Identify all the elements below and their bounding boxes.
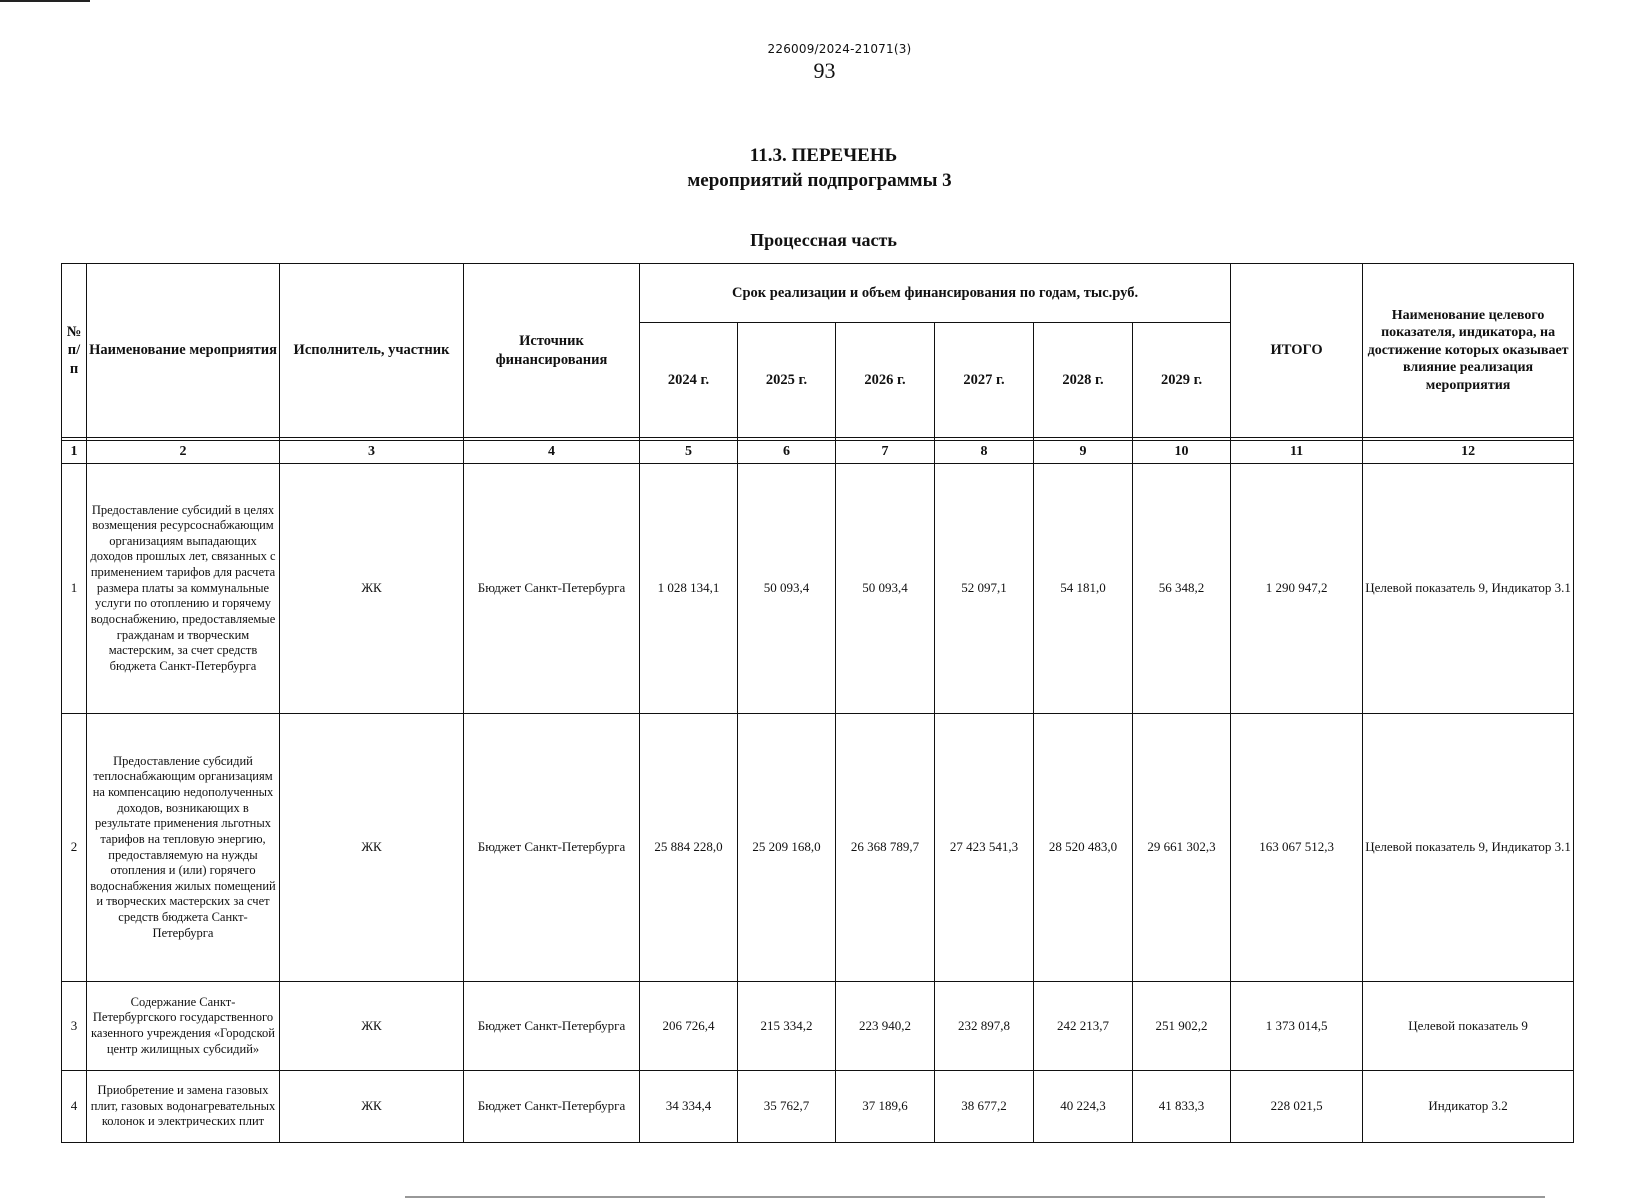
column-number: 5 — [640, 441, 738, 464]
row-number: 4 — [62, 1071, 87, 1143]
row-number: 2 — [62, 714, 87, 982]
executor: ЖК — [280, 714, 464, 982]
year-value: 29 661 302,3 — [1133, 714, 1231, 982]
year-value: 25 884 228,0 — [640, 714, 738, 982]
column-number-row — [62, 441, 1574, 464]
section-title: Процессная часть — [750, 230, 897, 250]
funding-source: Бюджет Санкт-Петербурга — [464, 714, 640, 982]
column-number: 4 — [464, 441, 640, 464]
executor: ЖК — [280, 982, 464, 1071]
indicator: Целевой показатель 9 — [1363, 982, 1574, 1071]
measures-table — [61, 263, 1574, 1143]
header-year: 2024 г. — [640, 323, 738, 438]
total-value: 1 373 014,5 — [1231, 982, 1363, 1071]
total-value: 1 290 947,2 — [1231, 464, 1363, 714]
header-year: 2025 г. — [738, 323, 836, 438]
header-indicator: Наименование целевого показателя, индикатора, на достижение которых оказывает влияние реализация мероприятия — [1363, 264, 1574, 438]
year-value: 41 833,3 — [1133, 1071, 1231, 1143]
header-year: 2026 г. — [836, 323, 935, 438]
scan-edge-line — [0, 0, 90, 2]
scan-edge-line — [405, 1196, 1545, 1198]
indicator: Целевой показатель 9, Индикатор 3.1 — [1363, 464, 1574, 714]
header-year: 2027 г. — [935, 323, 1034, 438]
year-value: 50 093,4 — [836, 464, 935, 714]
header-year: 2028 г. — [1034, 323, 1133, 438]
funding-source: Бюджет Санкт-Петербурга — [464, 464, 640, 714]
funding-source: Бюджет Санкт-Петербурга — [464, 982, 640, 1071]
header-name: Наименование мероприятия — [87, 264, 280, 438]
measure-name: Предоставление субсидий в целях возмещения ресурсоснабжающим организациям выпадающих доходов прошлых лет, связанных с применением тарифов для расчета размера платы за коммунальные услуги по отоплению и горячему водоснабжению, предоставляемые гражданам и творческим мастерским, за счет средств бюджета Санкт-Петербурга — [87, 464, 280, 714]
header-period: Срок реализации и объем финансирования по годам, тыс.руб. — [640, 264, 1231, 323]
page-number: 93 — [813, 58, 836, 83]
table-row — [62, 1071, 1574, 1143]
header-executor: Исполнитель, участник — [280, 264, 464, 438]
year-value: 40 224,3 — [1034, 1071, 1133, 1143]
year-value: 232 897,8 — [935, 982, 1034, 1071]
year-value: 1 028 134,1 — [640, 464, 738, 714]
year-value: 52 097,1 — [935, 464, 1034, 714]
header-source: Источник финансирования — [464, 264, 640, 438]
year-value: 206 726,4 — [640, 982, 738, 1071]
year-value: 34 334,4 — [640, 1071, 738, 1143]
header-year: 2029 г. — [1133, 323, 1231, 438]
year-value: 215 334,2 — [738, 982, 836, 1071]
total-value: 163 067 512,3 — [1231, 714, 1363, 982]
measure-name: Содержание Санкт-Петербургского государственного казенного учреждения «Городской центр жилищных субсидий» — [87, 982, 280, 1071]
measure-name: Приобретение и замена газовых плит, газовых водонагревательных колонок и электрических плит — [87, 1071, 280, 1143]
document-title: 11.3. ПЕРЕЧЕНЬ — [749, 145, 898, 166]
year-value: 223 940,2 — [836, 982, 935, 1071]
measure-name: Предоставление субсидий теплоснабжающим организациям на компенсацию недополученных доходов, возникающих в результате применения льготных тарифов на тепловую энергию, предоставляемую на нужды отопления и (или) горячего водоснабжения жилых помещений и творческих мастерских за счет средств бюджета Санкт-Петербурга — [87, 714, 280, 982]
column-number: 6 — [738, 441, 836, 464]
indicator: Индикатор 3.2 — [1363, 1071, 1574, 1143]
year-value: 37 189,6 — [836, 1071, 935, 1143]
row-number: 1 — [62, 464, 87, 714]
indicator: Целевой показатель 9, Индикатор 3.1 — [1363, 714, 1574, 982]
column-number: 10 — [1133, 441, 1231, 464]
header-total: ИТОГО — [1231, 264, 1363, 438]
column-number: 12 — [1363, 441, 1574, 464]
year-value: 27 423 541,3 — [935, 714, 1034, 982]
column-number: 11 — [1231, 441, 1363, 464]
year-value: 50 093,4 — [738, 464, 836, 714]
column-number: 1 — [62, 441, 87, 464]
executor: ЖК — [280, 1071, 464, 1143]
funding-source: Бюджет Санкт-Петербурга — [464, 1071, 640, 1143]
total-value: 228 021,5 — [1231, 1071, 1363, 1143]
year-value: 242 213,7 — [1034, 982, 1133, 1071]
year-value: 56 348,2 — [1133, 464, 1231, 714]
executor: ЖК — [280, 464, 464, 714]
row-number: 3 — [62, 982, 87, 1071]
year-value: 54 181,0 — [1034, 464, 1133, 714]
document-subtitle: мероприятий подпрограммы 3 — [687, 170, 952, 191]
column-number: 2 — [87, 441, 280, 464]
header-num: № п/п — [62, 264, 87, 438]
column-number: 9 — [1034, 441, 1133, 464]
year-value: 38 677,2 — [935, 1071, 1034, 1143]
table-row — [62, 714, 1574, 982]
year-value: 26 368 789,7 — [836, 714, 935, 982]
year-value: 251 902,2 — [1133, 982, 1231, 1071]
year-value: 35 762,7 — [738, 1071, 836, 1143]
year-value: 25 209 168,0 — [738, 714, 836, 982]
column-number: 3 — [280, 441, 464, 464]
table-row — [62, 982, 1574, 1071]
year-value: 28 520 483,0 — [1034, 714, 1133, 982]
document-number: 226009/2024-21071(3) — [767, 42, 912, 56]
column-number: 7 — [836, 441, 935, 464]
column-number: 8 — [935, 441, 1034, 464]
table-row — [62, 464, 1574, 714]
